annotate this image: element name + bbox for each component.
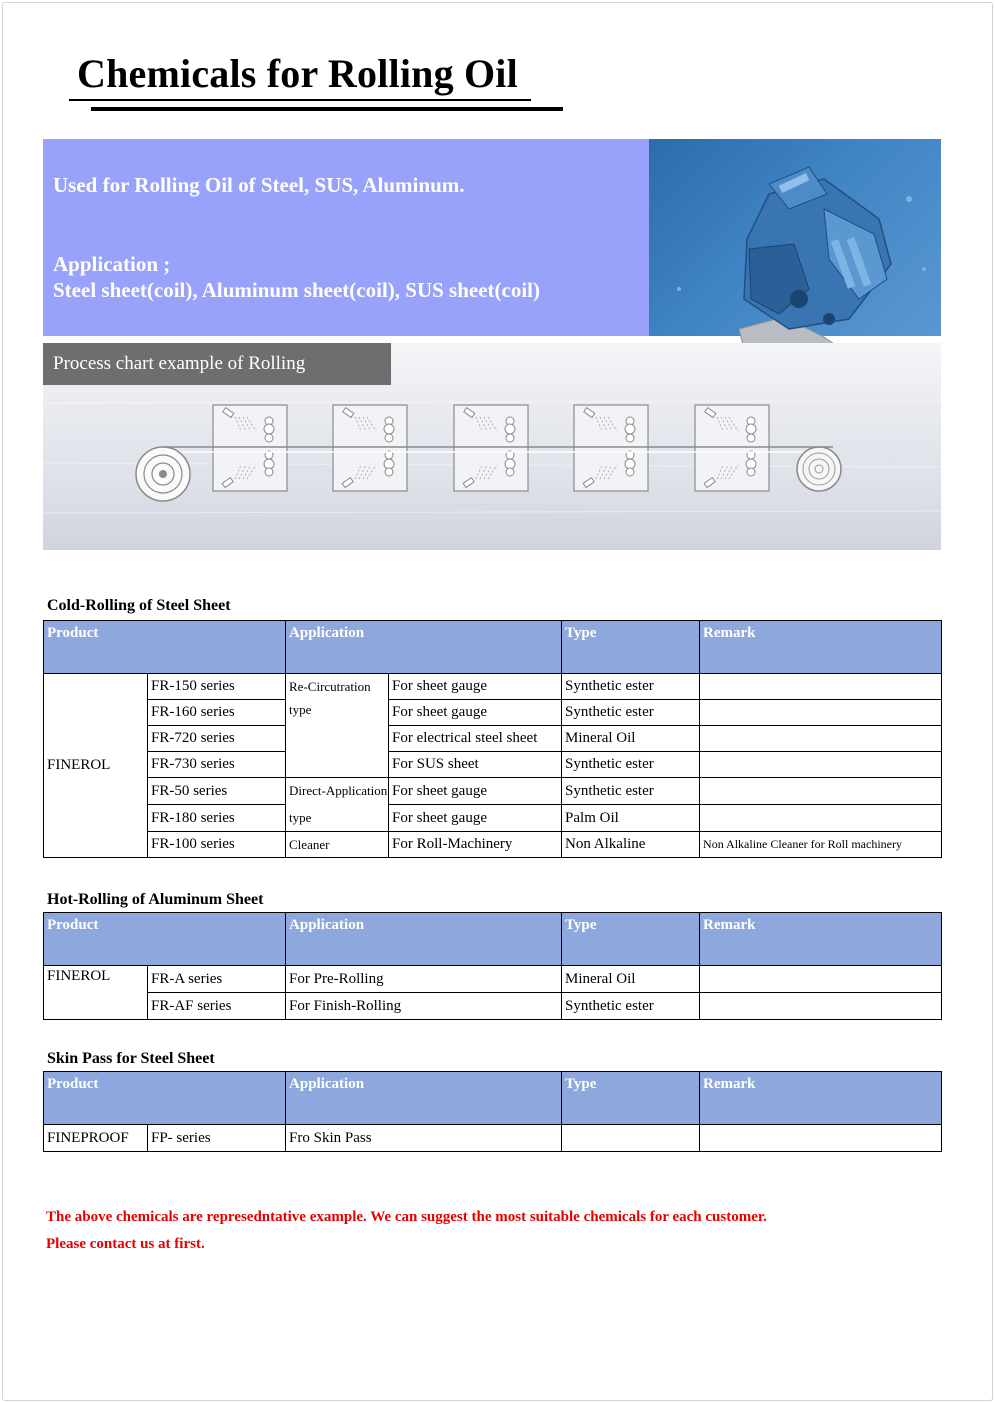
type-cell: Synthetic ester [562, 778, 700, 805]
skin-pass-table [43, 1071, 942, 1152]
header-remark: Remark [700, 1072, 942, 1125]
hot-rolling-table [43, 912, 942, 1020]
mill-stand-icon [695, 405, 769, 491]
type-cell: Mineral Oil [562, 726, 700, 752]
remark-cell [700, 993, 942, 1020]
uncoiler-icon [136, 447, 190, 501]
use-cell: For sheet gauge [389, 674, 562, 700]
header-type: Type [562, 1072, 700, 1125]
header-product: Product [44, 1072, 286, 1125]
mill-stand-icon [454, 405, 528, 491]
use-cell: For Roll-Machinery [389, 832, 562, 858]
banner-usage-text: Used for Rolling Oil of Steel, SUS, Aluminum. [53, 173, 465, 197]
header-type: Type [562, 913, 700, 966]
series-cell: FR-730 series [148, 752, 286, 778]
page-title: Chemicals for Rolling Oil [77, 51, 518, 96]
series-cell: FR-100 series [148, 832, 286, 858]
remark-cell [700, 805, 942, 832]
header-application: Application [286, 621, 562, 674]
series-cell: FR-50 series [148, 778, 286, 805]
header-remark: Remark [700, 913, 942, 966]
note-line-1: The above chemicals are represedntative example. We can suggest the most suitable chemicals for each customer. [46, 1209, 767, 1225]
title-underline [69, 99, 531, 101]
remark-cell [700, 700, 942, 726]
title-underline-thick [91, 107, 563, 111]
mill-stand-icon [574, 405, 648, 491]
recoiler-icon [797, 447, 841, 491]
header-application: Application [286, 913, 562, 966]
remark-cell: Non Alkaline Cleaner for Roll machinery [700, 832, 942, 858]
note-line-2: Please contact us at first. [46, 1236, 205, 1252]
type-cell: Non Alkaline [562, 832, 700, 858]
use-cell: For sheet gauge [389, 778, 562, 805]
application-method-type: type [286, 700, 389, 778]
intro-banner [43, 139, 649, 336]
rolling-machine-image [649, 139, 941, 336]
mill-stand-icon [333, 405, 407, 491]
type-cell: Mineral Oil [562, 966, 700, 993]
header-application: Application [286, 1072, 562, 1125]
mill-stand-icon [213, 405, 287, 491]
use-cell: For sheet gauge [389, 805, 562, 832]
remark-cell [700, 752, 942, 778]
type-cell: Palm Oil [562, 805, 700, 832]
banner-application-heading: Application ; [53, 252, 171, 276]
product-name: FINEROL [44, 966, 148, 1020]
header-type: Type [562, 621, 700, 674]
series-cell: FR-720 series [148, 726, 286, 752]
header-product: Product [44, 621, 286, 674]
type-cell: Synthetic ester [562, 700, 700, 726]
cold-rolling-table [43, 620, 942, 858]
header-product: Product [44, 913, 286, 966]
application-method: Direct-Application [286, 778, 389, 805]
header-remark: Remark [700, 621, 942, 674]
section-title-hot-rolling: Hot-Rolling of Aluminum Sheet [47, 891, 264, 908]
application-cell: For Finish-Rolling [286, 993, 562, 1020]
use-cell: For SUS sheet [389, 752, 562, 778]
series-cell: FR-180 series [148, 805, 286, 832]
product-name: FINEROL [44, 674, 148, 858]
application-method: Re-Circutration [286, 674, 389, 700]
type-cell: Synthetic ester [562, 674, 700, 700]
series-cell: FR-A series [148, 966, 286, 993]
type-cell [562, 1125, 700, 1152]
remark-cell [700, 1125, 942, 1152]
remark-cell [700, 674, 942, 700]
remark-cell [700, 778, 942, 805]
process-chart [43, 343, 941, 550]
application-method: Cleaner [286, 832, 389, 858]
application-cell: For Pre-Rolling [286, 966, 562, 993]
application-cell: Fro Skin Pass [286, 1125, 562, 1152]
type-cell: Synthetic ester [562, 752, 700, 778]
use-cell: For electrical steel sheet [389, 726, 562, 752]
series-cell: FR-AF series [148, 993, 286, 1020]
remark-cell [700, 726, 942, 752]
application-method-type: type [286, 805, 389, 832]
section-title-cold-rolling: Cold-Rolling of Steel Sheet [47, 597, 231, 614]
product-name: FINEPROOF [44, 1125, 148, 1152]
process-chart-label: Process chart example of Rolling [43, 343, 391, 385]
use-cell: For sheet gauge [389, 700, 562, 726]
type-cell: Synthetic ester [562, 993, 700, 1020]
series-cell: FR-160 series [148, 700, 286, 726]
remark-cell [700, 966, 942, 993]
banner-application-list: Steel sheet(coil), Aluminum sheet(coil), SUS sheet(coil) [53, 278, 541, 302]
series-cell: FP- series [148, 1125, 286, 1152]
series-cell: FR-150 series [148, 674, 286, 700]
section-title-skin-pass: Skin Pass for Steel Sheet [47, 1050, 215, 1067]
